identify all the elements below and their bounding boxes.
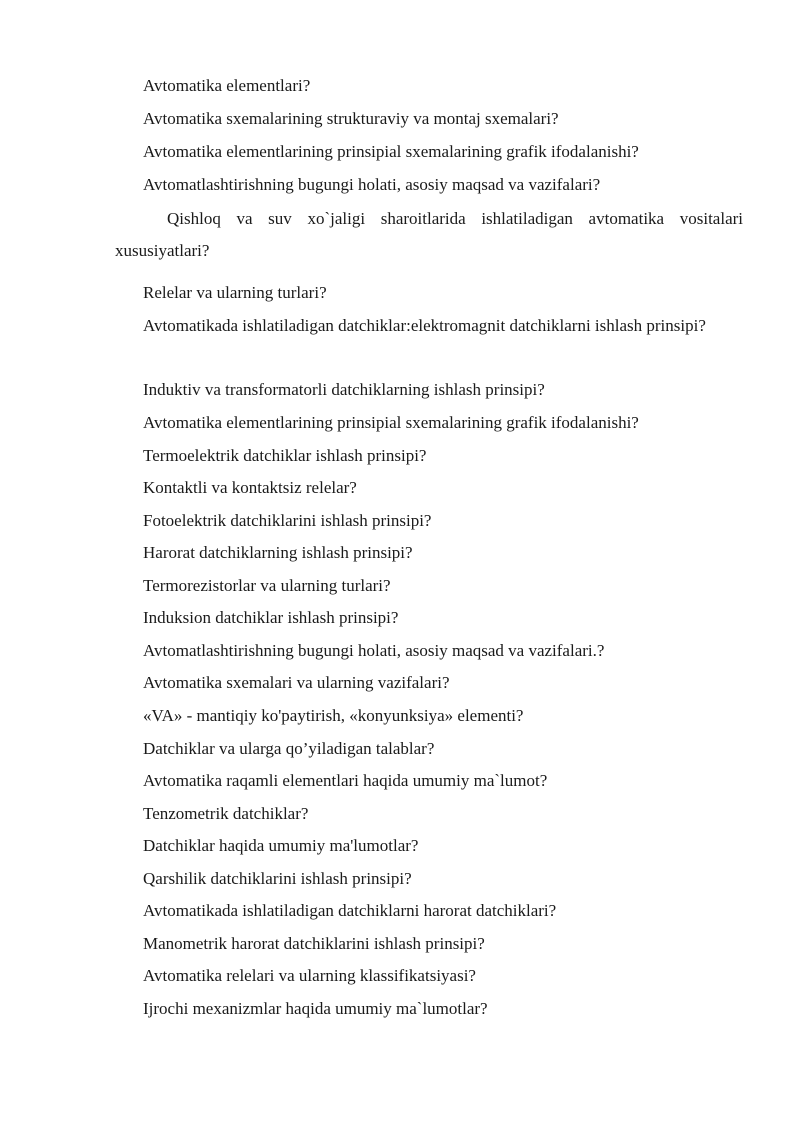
- question-item: Avtomatika sxemalarining strukturaviy va montaj sxemalari?: [143, 109, 559, 128]
- question-item: Fotoelektrik datchiklarini ishlash prinsipi?: [143, 511, 432, 530]
- question-item: Avtomatika raqamli elementlari haqida umumiy ma`lumot?: [143, 771, 548, 790]
- question-item: Qishloq va suv xo`jaligi sharoitlarida ishlatiladigan avtomatika vositalari xususiyatlari?: [115, 209, 743, 260]
- question-item: Termoelektrik datchiklar ishlash prinsipi?: [143, 446, 427, 465]
- question-item: Termorezistorlar va ularning turlari?: [143, 576, 391, 595]
- question-item: Avtomatika elementlarining prinsipial sxemalarining grafik ifodalanishi?: [143, 142, 639, 161]
- question-item: Avtomatika relelari va ularning klassifikatsiyasi?: [143, 966, 476, 985]
- question-item: Induktiv va transformatorli datchiklarning ishlash prinsipi?: [143, 380, 545, 399]
- question-item: Induksion datchiklar ishlash prinsipi?: [143, 608, 399, 627]
- question-item: Avtomatlashtirishning bugungi holati, asosiy maqsad va vazifalari.?: [143, 641, 605, 660]
- question-item: Relelar va ularning turlari?: [143, 283, 327, 302]
- question-item: Avtomatika elementlarining prinsipial sxemalarining grafik ifodalanishi?: [143, 413, 639, 432]
- question-item: Tenzometrik datchiklar?: [143, 804, 309, 823]
- question-item: «VA» - mantiqiy ko'paytirish, «konyunksiya» elementi?: [143, 706, 524, 725]
- question-item: Harorat datchiklarning ishlash prinsipi?: [143, 543, 413, 562]
- question-item: Datchiklar haqida umumiy ma'lumotlar?: [143, 836, 419, 855]
- question-item: Datchiklar va ularga qo’yiladigan talablar?: [143, 739, 435, 758]
- question-item: Avtomatikada ishlatiladigan datchiklarni harorat datchiklari?: [143, 901, 557, 920]
- question-item: Kontaktli va kontaktsiz relelar?: [143, 478, 357, 497]
- question-item: Manometrik harorat datchiklarini ishlash prinsipi?: [143, 934, 485, 953]
- question-item: Avtomatlashtirishning bugungi holati, asosiy maqsad va vazifalari?: [143, 175, 601, 194]
- question-item: Avtomatika sxemalari va ularning vazifalari?: [143, 673, 450, 692]
- question-item: Ijrochi mexanizmlar haqida umumiy ma`lumotlar?: [143, 999, 488, 1018]
- question-item: Avtomatikada ishlatiladigan datchiklar:elektromagnit datchiklarni ishlash prinsipi?: [143, 316, 706, 335]
- question-item: Avtomatika elementlari?: [143, 76, 311, 95]
- question-item: Qarshilik datchiklarini ishlash prinsipi?: [143, 869, 412, 888]
